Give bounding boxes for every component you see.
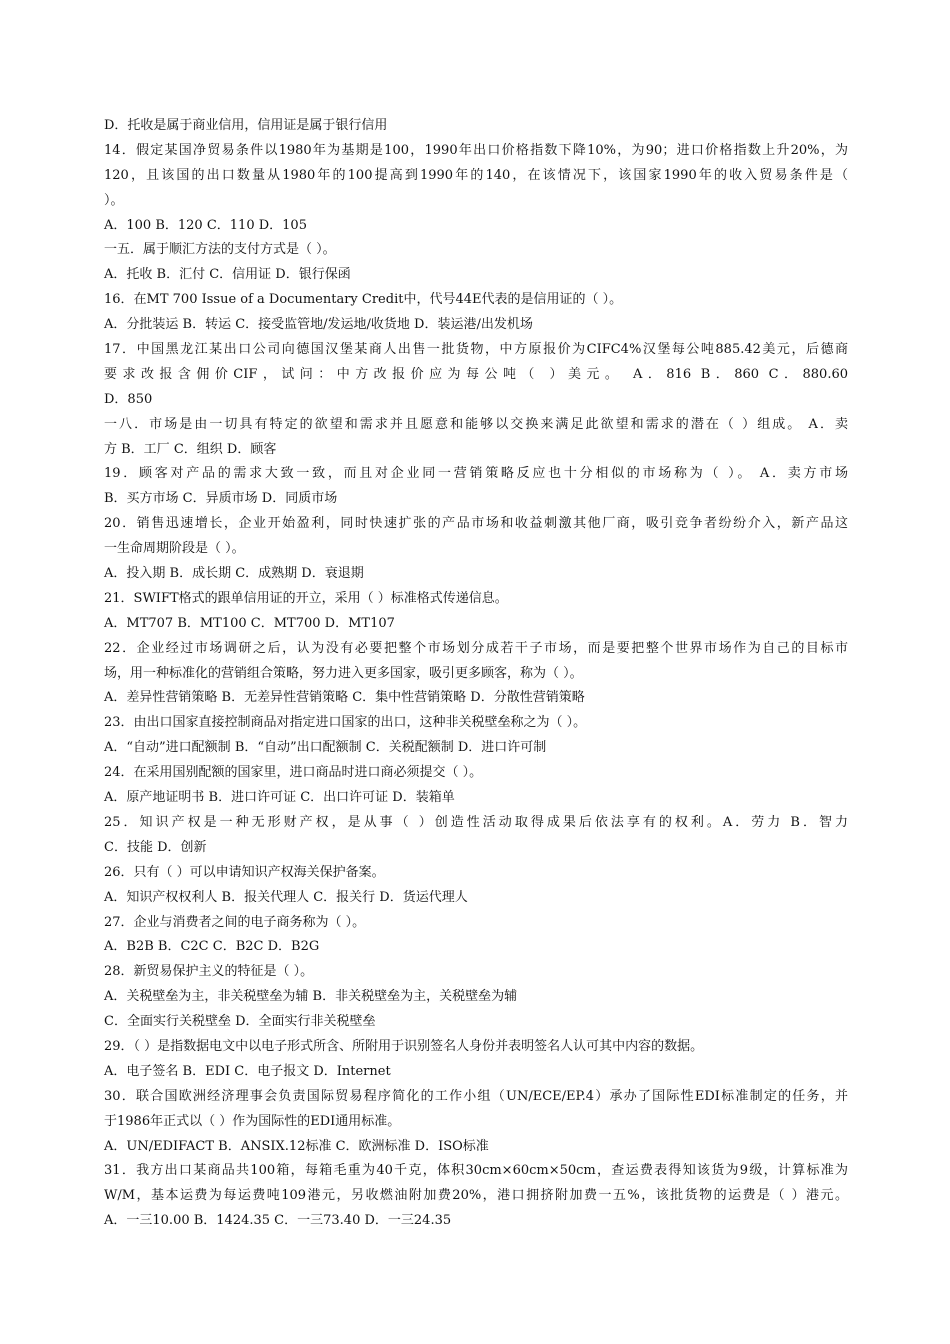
line-q29-options: A．电子签名 B．EDI C．电子报文 D．Internet [104, 1063, 391, 1079]
line-q30-options: A．UN/EDIFACT B．ANSIX.12标准 C．欧洲标准 D．ISO标准 [104, 1138, 489, 1154]
line-q25-a: 25．知识产权是一种无形财产权，是从事（ ）创造性活动取得成果后依法享有的权利。A．劳力 B．智力 [104, 814, 848, 830]
line-q26-options: A．知识产权权利人 B．报关代理人 C．报关行 D．货运代理人 [104, 889, 468, 905]
line-q27-options: A．B2B B．C2C C．B2C D．B2G [104, 939, 320, 955]
line-q23: 23．由出口国家直接控制商品对指定进口国家的出口，这种非关税壁垒称之为（ ）。 [104, 715, 587, 731]
line-q29: 29．（ ）是指数据电文中以电子形式所含、所附用于识别签名人身份并表明签名人认可其中内容的数据。 [104, 1038, 704, 1054]
line-q28-options-a: A．关税壁垒为主，非关税壁垒为辅 B．非关税壁垒为主，关税壁垒为辅 [104, 989, 518, 1005]
line-q19-a: 19．顾客对产品的需求大致一致，而且对企业同一营销策略反应也十分相似的市场称为（ ）。 A．卖方市场 [104, 466, 848, 482]
line-q19-b: B．买方市场 C．异质市场 D．同质市场 [104, 491, 338, 507]
line-q14-options: A．100 B．120 C．110 D．105 [104, 217, 307, 233]
line-q15: 一五．属于顺汇方法的支付方式是（ ）。 [104, 242, 336, 258]
line-q25-b: C．技能 D．创新 [104, 839, 207, 855]
line-q22-b: 场，用一种标准化的营销组合策略，努力进入更多国家，吸引更多顾客，称为（ ）。 [104, 665, 583, 681]
line-q17-c: D．850 [104, 391, 153, 407]
line-q24-options: A．原产地证明书 B．进口许可证 C．出口许可证 D．装箱单 [104, 790, 455, 806]
line-q16-options: A．分批装运 B．转运 C．接受监管地/发运地/收货地 D．装运港/出发机场 [104, 317, 533, 333]
line-q15-options: A．托收 B．汇付 C．信用证 D．银行保函 [104, 267, 351, 283]
line-q26: 26．只有（ ）可以申请知识产权海关保护备案。 [104, 864, 385, 880]
line-q22-a: 22．企业经过市场调研之后，认为没有必要把整个市场划分成若干子市场，而是要把整个世界市场作为自己的目标市 [104, 640, 848, 656]
line-q21-options: A．MT707 B．MT100 C．MT700 D．MT107 [104, 615, 395, 631]
line-q18-b: 方 B．工厂 C．组织 D．顾客 [104, 441, 277, 457]
line-q20-options: A．投入期 B．成长期 C．成熟期 D．衰退期 [104, 566, 364, 582]
line-q24: 24．在采用国别配额的国家里，进口商品时进口商必须提交（ ）。 [104, 765, 483, 781]
line-q18-a: 一八．市场是由一切具有特定的欲望和需求并且愿意和能够以交换来满足此欲望和需求的潜在（ ）组成。 A．卖 [104, 416, 848, 432]
line-option-d-13: D．托收是属于商业信用，信用证是属于银行信用 [104, 118, 388, 133]
line-q31-b: W/M，基本运费为每运费吨109港元，另收燃油附加费20%，港口拥挤附加费一五%，该批货物的运费是（ ）港元。 [104, 1188, 848, 1204]
line-q21: 21．SWIFT格式的跟单信用证的开立，采用（ ）标准格式传递信息。 [104, 590, 508, 606]
line-q27: 27．企业与消费者之间的电子商务称为（ ）。 [104, 914, 366, 930]
line-q30-b: 于1986年正式以（ ）作为国际性的EDI通用标准。 [104, 1113, 401, 1129]
line-q17-b: 要求改报含佣价CIF，试问：中方改报价应为每公吨（ ）美元。 A．816 B．860 C．880.60 [104, 366, 848, 382]
line-q14-a: 14．假定某国净贸易条件以1980年为基期是100，1990年出口价格指数下降10%，为90；进口价格指数上升20%，为 [104, 142, 848, 158]
line-q30-a: 30．联合国欧洲经济理事会负责国际贸易程序简化的工作小组（UN/ECE/EP.4）承办了国际性EDI标准制定的任务，并 [104, 1088, 848, 1104]
line-q17-a: 17．中国黑龙江某出口公司向德国汉堡某商人出售一批货物，中方原报价为CIFC4%汉堡每公吨885.42美元，后德商 [104, 342, 848, 358]
line-q28-options-b: C．全面实行关税壁垒 D．全面实行非关税壁垒 [104, 1014, 376, 1030]
line-q28: 28．新贸易保护主义的特征是（ ）。 [104, 964, 314, 980]
line-q14-b: 120，且该国的出口数量从1980年的100提高到1990年的140，在该情况下，该国家1990年的收入贸易条件是（ [104, 167, 848, 183]
line-q14-c: ）。 [104, 192, 124, 208]
line-q20-a: 20．销售迅速增长，企业开始盈利，同时快速扩张的产品市场和收益刺激其他厂商，吸引竞争者纷纷介入，新产品这 [104, 516, 848, 532]
line-q20-b: 一生命周期阶段是（ ）。 [104, 541, 245, 557]
line-q31-options: A．一三10.00 B．1424.35 C．一三73.40 D．一三24.35 [104, 1213, 452, 1229]
line-q16: 16．在MT 700 Issue of a Documentary Credit中，代号44E代表的是信用证的（ ）。 [104, 292, 623, 308]
line-q31-a: 31．我方出口某商品共100箱，每箱毛重为40千克，体积30cm×60cm×50cm，查运费表得知该货为9级，计算标准为 [104, 1163, 848, 1179]
line-q23-options: A．“自动”进口配额制 B．“自动”出口配额制 C．关税配额制 D．进口许可制 [104, 740, 547, 756]
line-q22-options: A．差异性营销策略 B．无差异性营销策略 C．集中性营销策略 D．分散性营销策略 [104, 690, 585, 706]
document-body [104, 114, 848, 1234]
